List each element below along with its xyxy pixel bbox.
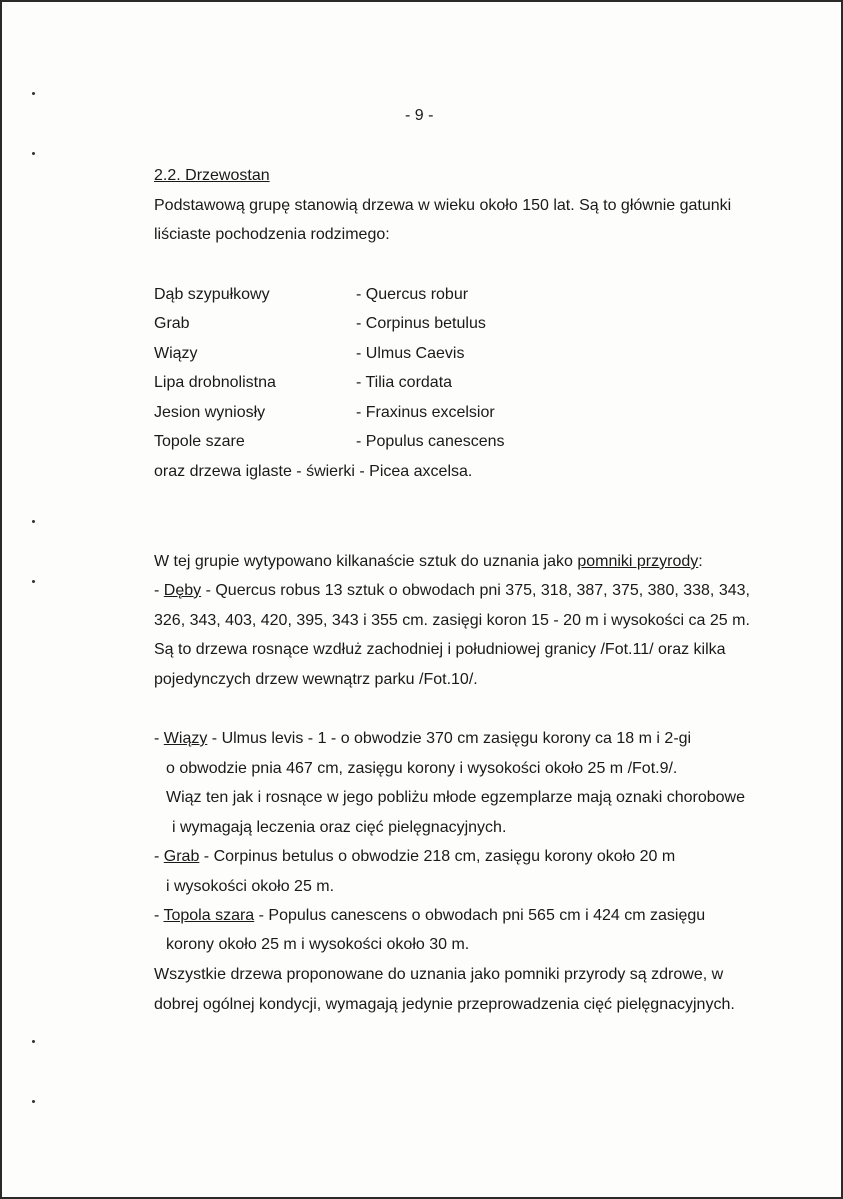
species-name-topola: Topola szara: [163, 907, 255, 924]
monuments-link: pomniki przyrody: [577, 553, 699, 570]
species-latin: - Fraxinus excelsior: [356, 404, 495, 421]
species-polish: Lipa drobnolistna: [154, 374, 276, 391]
species-name-grab: Grab: [163, 848, 200, 865]
deby-line: 326, 343, 403, 420, 395, 343 i 355 cm. zasięgi koron 15 - 20 m i wysokości ca 25 m.: [154, 612, 750, 629]
page-number: - 9 -: [405, 107, 434, 124]
grab-line: [154, 847, 675, 867]
species-polish: Topole szare: [154, 433, 245, 450]
deby-line: [154, 581, 750, 601]
list-dash: -: [154, 848, 164, 865]
species-latin: - Populus canescens: [356, 433, 505, 450]
species-latin: - Ulmus Caevis: [356, 345, 465, 362]
species-latin: - Tilia cordata: [356, 374, 453, 391]
species-name-deby: Dęby: [163, 582, 202, 599]
list-dash: -: [154, 730, 164, 747]
topola-line-rest: - Populus canescens o obwodach pni 565 cm i 424 cm zasięgu: [254, 907, 706, 924]
scan-mark: [32, 1100, 35, 1103]
scan-mark: [32, 92, 35, 95]
species-latin: - Corpinus betulus: [356, 315, 486, 332]
species-latin: - Quercus robur: [356, 286, 469, 303]
grab-line-rest: - Corpinus betulus o obwodzie 218 cm, zasięgu korony około 20 m: [199, 848, 676, 865]
deby-line: pojedynczych drzew wewnątrz parku /Fot.10/.: [154, 671, 478, 688]
conclusion-line: Wszystkie drzewa proponowane do uznania jako pomniki przyrody są zdrowe, w: [154, 966, 724, 983]
species-polish: Grab: [154, 315, 190, 332]
topola-line: korony około 25 m i wysokości około 30 m.: [166, 936, 470, 953]
wiazy-line: [154, 729, 691, 749]
wiazy-line: i wymagają leczenia oraz cięć pielęgnacyjnych.: [172, 819, 507, 836]
monuments-intro: [154, 552, 703, 572]
monuments-intro-suffix: :: [698, 553, 703, 570]
scan-mark: [32, 152, 35, 155]
intro-line: Podstawową grupę stanowią drzewa w wieku około 150 lat. Są to głównie gatunki: [154, 197, 732, 214]
species-name-wiazy: Wiązy: [163, 730, 208, 747]
intro-line: liściaste pochodzenia rodzimego:: [154, 226, 390, 243]
species-polish: Wiązy: [154, 345, 198, 362]
scan-mark: [32, 520, 35, 523]
wiazy-line: o obwodzie pnia 467 cm, zasięgu korony i wysokości około 25 m /Fot.9/.: [166, 760, 678, 777]
species-polish: Jesion wyniosły: [154, 404, 266, 421]
wiazy-line: Wiąz ten jak i rosnące w jego pobliżu młode egzemplarze mają oznaki chorobowe: [166, 789, 745, 806]
wiazy-line-rest: - Ulmus levis - 1 - o obwodzie 370 cm zasięgu korony ca 18 m i 2-gi: [207, 730, 692, 747]
monuments-intro-prefix: W tej grupie wytypowano kilkanaście sztuk do uznania jako: [154, 553, 578, 570]
scan-mark: [32, 1040, 35, 1043]
scan-mark: [32, 580, 35, 583]
species-polish: Dąb szypułkowy: [154, 286, 270, 303]
conclusion-line: dobrej ogólnej kondycji, wymagają jedynie przeprowadzenia cięć pielęgnacyjnych.: [154, 996, 735, 1013]
list-dash: -: [154, 907, 164, 924]
deby-line-rest: - Quercus robus 13 sztuk o obwodach pni 375, 318, 387, 375, 380, 338, 343,: [201, 582, 750, 599]
topola-line: [154, 906, 705, 926]
grab-line: i wysokości około 25 m.: [166, 878, 335, 895]
list-dash: -: [154, 582, 164, 599]
deby-line: Są to drzewa rosnące wzdłuż zachodniej i południowej granicy /Fot.11/ oraz kilka: [154, 641, 726, 658]
section-title: 2.2. Drzewostan: [154, 167, 270, 184]
conifers-line: oraz drzewa iglaste - świerki - Picea axcelsa.: [154, 463, 473, 480]
